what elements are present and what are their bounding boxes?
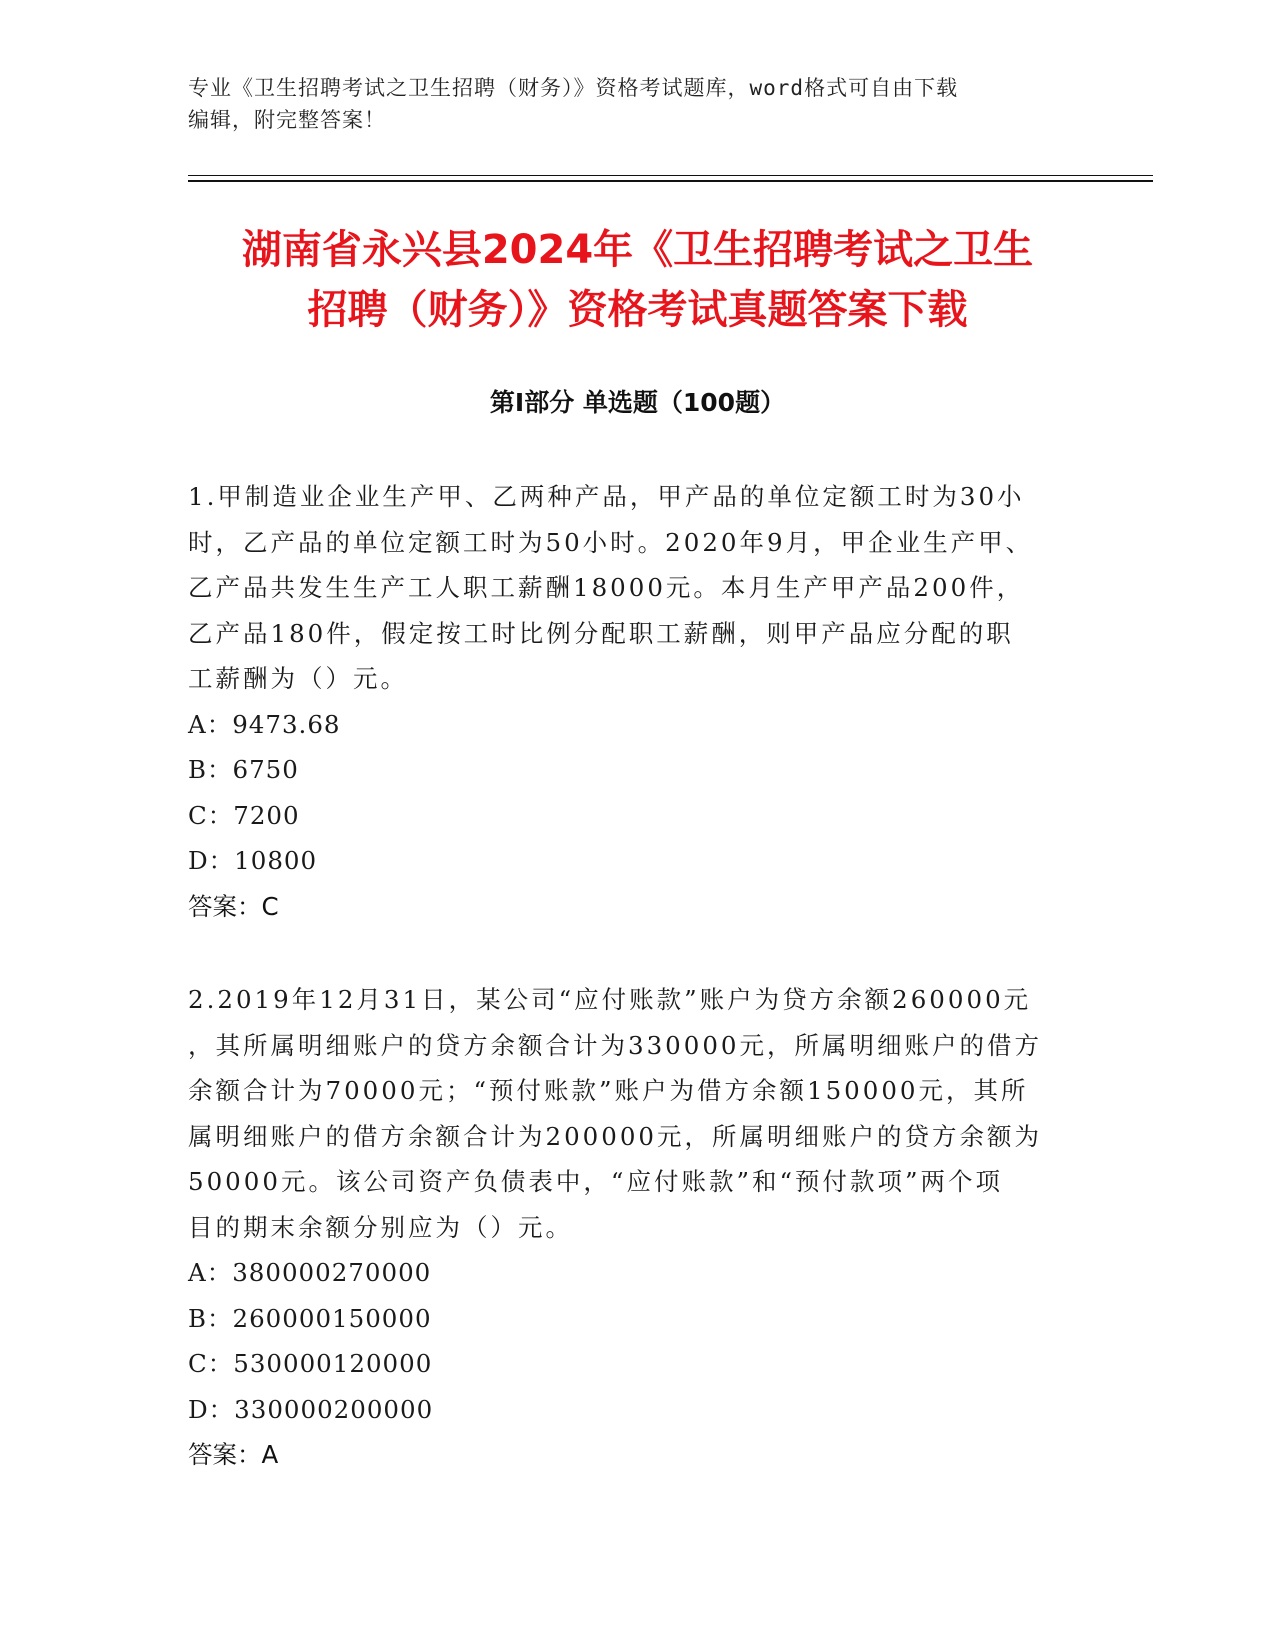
header-note [188,72,1088,136]
question-stem-line: 目的期末余额分别应为（）元。 [188,1212,573,1242]
document-title-line-2: 招聘（财务）》资格考试真题答案下载 [307,287,968,333]
question-stem-line: 1.甲制造业企业生产甲、乙两种产品，甲产品的单位定额工时为30小 [188,482,1025,511]
section-title: 第Ⅰ部分 单选题（100题） [489,388,786,417]
option-d: D：330000200000 [188,1394,434,1424]
question-2 [188,977,1088,1478]
option-c: C：7200 [188,800,300,830]
header-note-line-2: 编辑，附完整答案！ [188,108,386,132]
question-stem-line: 工薪酬为（）元。 [188,664,408,693]
question-stem-line: 2.2019年12月31日，某公司“应付账款”账户为贷方余额260000元 [188,985,1032,1014]
document-title [150,220,1125,340]
option-b: B：6750 [188,755,299,784]
option-c: C：530000120000 [188,1349,433,1378]
option-a: A：9473.68 [188,709,341,739]
option-b: B：260000150000 [188,1303,432,1333]
option-d: D：10800 [188,846,318,875]
option-a: A：380000270000 [188,1258,432,1287]
question-stem-line: 时，乙产品的单位定额工时为50小时。2020年9月，甲企业生产甲、 [188,527,1034,557]
question-stem-line: 属明细账户的借方余额合计为200000元，所属明细账户的贷方余额为 [188,1121,1043,1151]
answer: 答案：C [188,891,279,921]
question-stem-line: 50000元。该公司资产负债表中，“应付账款”和“预付款项”两个项 [188,1167,1004,1196]
header-divider-thin [188,175,1153,176]
question-stem-line: 乙产品180件，假定按工时比例分配职工薪酬，则甲产品应分配的职 [188,618,1014,648]
document-title-line-1: 湖南省永兴县2024年《卫生招聘考试之卫生 [241,227,1034,273]
question-stem-line: ，其所属明细账户的贷方余额合计为330000元，所属明细账户的借方 [188,1030,1043,1060]
answer: 答案：A [188,1440,279,1469]
header-divider-thick [188,180,1153,182]
question-stem-line: 乙产品共发生生产工人职工薪酬18000元。本月生产甲产品200件， [188,573,1025,602]
header-note-line-1: 专业《卫生招聘考试之卫生招聘（财务）》资格考试题库，word格式可自由下载 [188,76,959,100]
question-1 [188,474,1088,929]
question-stem-line: 余额合计为70000元；“预付账款”账户为借方余额150000元，其所 [188,1076,1029,1105]
